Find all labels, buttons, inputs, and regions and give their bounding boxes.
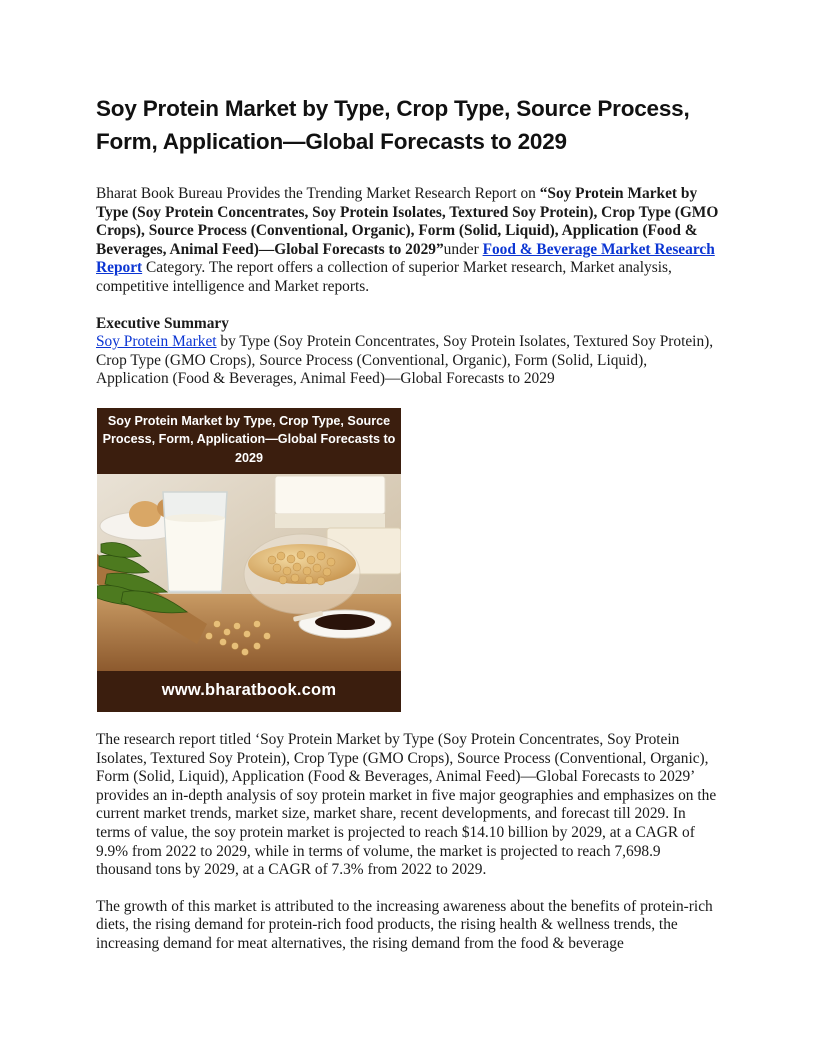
executive-summary-heading: Executive Summary — [96, 314, 229, 332]
page-title: Soy Protein Market by Type, Crop Type, Source Process, Form, Application—Global Forecasts to 2029 — [96, 96, 690, 154]
document-page — [96, 92, 720, 971]
intro-report-name: “Soy Protein Market by Type (Soy Protein Concentrates, Soy Protein Isolates, Textured Soy Protein), Crop Type (GMO Crops), Source Process (Conventional, Organic), Form (Solid, Liquid), Application (Food & Beverages, Animal Feed)—Global Forecasts to 2029” — [96, 185, 719, 258]
intro-lead: Bharat Book Bureau Provides the Trending Market Research Report on — [96, 185, 540, 202]
body-paragraph-1: The research report titled ‘Soy Protein Market by Type (Soy Protein Concentrates, Soy Protein Isolates, Textured Soy Protein), Crop Type (GMO Crops), Source Process (Conventional, Organic), Form (Solid, Liquid), Application (Food & Beverages, Animal Feed)—Global Forecasts to 2029’ provides an in-depth analysis of soy protein market in five major geographies and emphasizes on the current market trends, market size, market share, recent developments, and forecast till 2029. In terms of value, the soy protein market is projected to reach $14.10 billion by 2029, at a CAGR of 9.9% from 2022 to 2029, while in terms of volume, the market is projected to reach 7,698.9 thousand tons by 2029, at a CAGR of 7.3% from 2022 to 2029. — [96, 730, 717, 879]
banner-title: Soy Protein Market by Type, Crop Type, Source Process, Form, Application—Global Forecasts to 2029 — [102, 413, 396, 465]
executive-summary-paragraph — [96, 333, 720, 389]
category-link[interactable]: Food & Beverage Market Research Report — [96, 240, 715, 277]
banner-url: www.bharatbook.com — [161, 680, 337, 699]
soy-products-photo — [97, 474, 401, 671]
soy-protein-market-link[interactable]: Soy Protein Market — [96, 333, 217, 351]
report-banner-image — [97, 408, 401, 712]
body-paragraph-2: The growth of this market is attributed to the increasing awareness about the benefits of protein-rich diets, the rising demand for protein-rich food products, the rising health & wellness trends, the increasing demand for meat alternatives, the rising demand from the food & beverage — [96, 897, 713, 952]
intro-paragraph — [96, 185, 720, 297]
intro-tail: Category. The report offers a collection of superior Market research, Market analysis, competitive intelligence and Market reports. — [96, 259, 672, 295]
intro-under: under — [443, 240, 483, 258]
executive-summary-text: by Type (Soy Protein Concentrates, Soy Protein Isolates, Textured Soy Protein), Crop Type (GMO Crops), Source Process (Conventional, Organic), Form (Solid, Liquid), Application (Food & Beverages, Animal Feed)—Global Forecasts to 2029 — [96, 333, 714, 388]
